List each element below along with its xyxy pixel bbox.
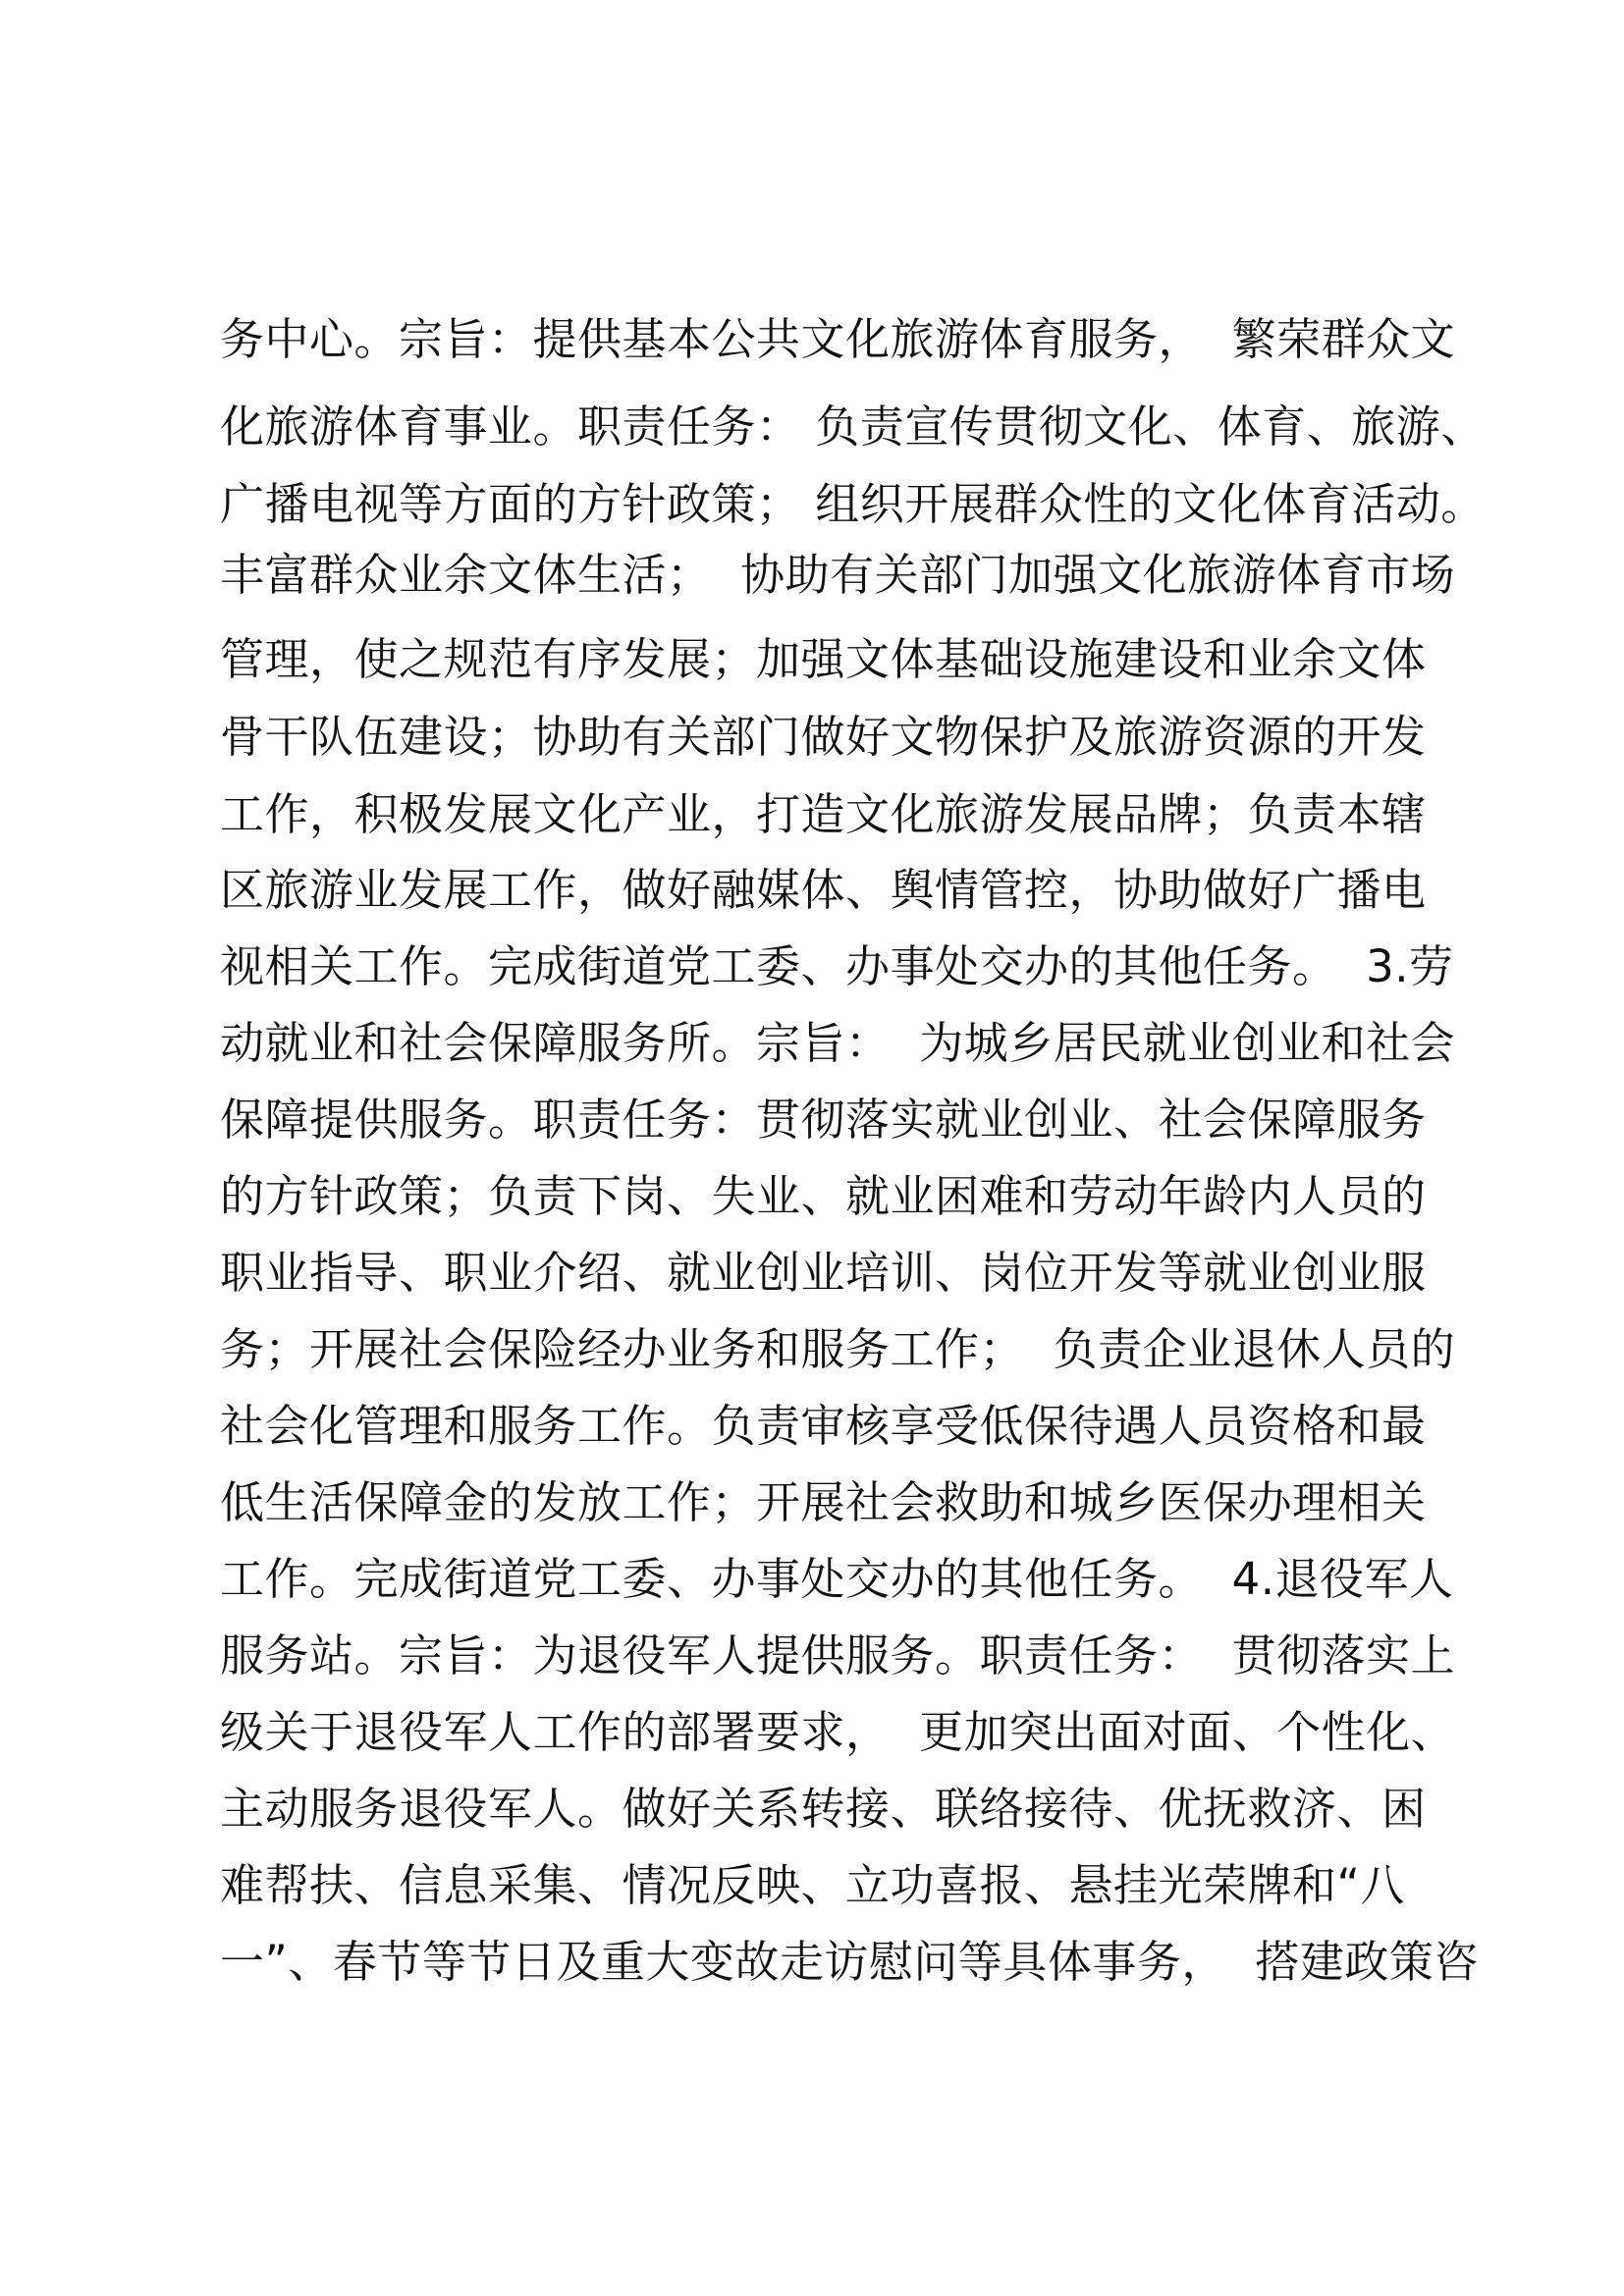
- text-line: 低生活保障金的发放工作；开展社会救助和城乡医保办理相关: [220, 1476, 1427, 1528]
- text-line: 服务站。宗旨：为退役军人提供服务。职责任务： 贯彻落实上: [220, 1629, 1456, 1682]
- text-line: 区旅游业发展工作，做好融媒体、舆情管控，协助做好广播电: [220, 864, 1427, 916]
- text-line: 职业指导、职业介绍、就业创业培训、岗位开发等就业创业服: [220, 1247, 1427, 1299]
- text-line: 主动服务退役军人。做好关系转接、联络接待、优抚救济、困: [220, 1783, 1427, 1835]
- text-line: 工作，积极发展文化产业，打造文化旅游发展品牌；负责本辖: [220, 788, 1427, 840]
- text-line: 社会化管理和服务工作。负责审核享受低保待遇人员资格和最: [220, 1400, 1427, 1452]
- text-line: 动就业和社会保障服务所。宗旨： 为城乡居民就业创业和社会: [220, 1017, 1456, 1069]
- text-line: 视相关工作。完成街道党工委、办事处交办的其他任务。 3.劳: [220, 940, 1454, 992]
- text-line: 丰富群众业余文体生活； 协助有关部门加强文化旅游体育市场: [220, 549, 1456, 601]
- text-line: 一”、春节等节日及重大变故走访慰问等具体事务， 搭建政策咨: [220, 1936, 1479, 1988]
- text-line: 务中心。宗旨：提供基本公共文化旅游体育服务， 繁荣群众文: [220, 313, 1456, 365]
- text-line: 难帮扶、信息采集、情况反映、立功喜报、悬挂光荣牌和“八: [220, 1859, 1405, 1911]
- text-line: 保障提供服务。职责任务：贯彻落实就业创业、社会保障服务: [220, 1094, 1427, 1146]
- text-line: 级关于退役军人工作的部署要求， 更加突出面对面、个性化、: [220, 1706, 1456, 1758]
- text-line: 广播电视等方面的方针政策； 组织开展群众性的文化体育活动。: [220, 478, 1486, 530]
- text-line: 工作。完成街道党工委、办事处交办的其他任务。 4.退役军人: [220, 1553, 1454, 1605]
- text-line: 管理，使之规范有序发展；加强文体基础设施建设和业余文体: [220, 633, 1427, 685]
- text-line: 化旅游体育事业。职责任务： 负责宣传贯彻文化、体育、旅游、: [220, 400, 1486, 453]
- text-line: 务；开展社会保险经办业务和服务工作； 负责企业退休人员的: [220, 1323, 1456, 1375]
- text-line: 的方针政策；负责下岗、失业、就业困难和劳动年龄内人员的: [220, 1170, 1427, 1222]
- text-line: 骨干队伍建设；协助有关部门做好文物保护及旅游资源的开发: [220, 711, 1427, 763]
